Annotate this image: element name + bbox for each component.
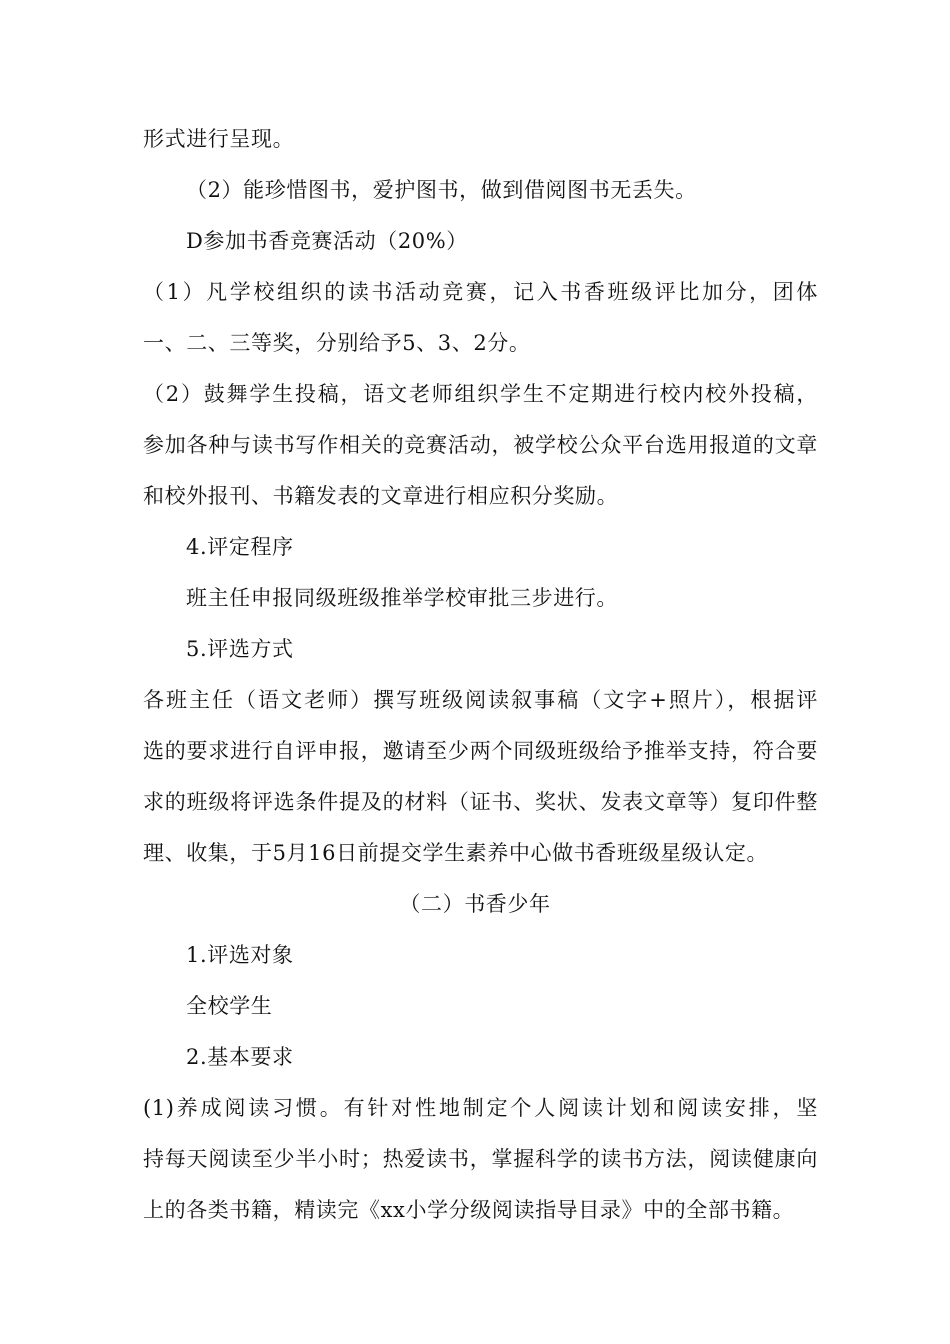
paragraph-line: 理、收集，于5月16日前提交学生素养中心做书香班级星级认定。 (143, 841, 769, 865)
paragraph-line: 选的要求进行自评申报，邀请至少两个同级班级给予推举支持，符合要 (143, 739, 818, 763)
section-title: （二）书香少年 (399, 892, 551, 916)
paragraph-line: 班主任申报同级班级推举学校审批三步进行。 (186, 586, 618, 610)
paragraph-line: （2）能珍惜图书，爱护图书，做到借阅图书无丢失。 (186, 178, 697, 202)
section-heading: 4.评定程序 (186, 535, 294, 559)
paragraph-line: （2）鼓舞学生投稿，语文老师组织学生不定期进行校内校外投稿， (143, 382, 818, 406)
section-heading: 2.基本要求 (186, 1045, 294, 1069)
section-heading: 1.评选对象 (186, 943, 294, 967)
paragraph-line: 形式进行呈现。 (143, 127, 295, 151)
paragraph-line: (1)养成阅读习惯。有针对性地制定个人阅读计划和阅读安排，坚 (143, 1096, 818, 1120)
paragraph-line: 各班主任（语文老师）撰写班级阅读叙事稿（文字+照片），根据评 (143, 688, 818, 712)
section-heading: 5.评选方式 (186, 637, 294, 661)
paragraph-line: 一、二、三等奖，分别给予5、3、2分。 (143, 331, 531, 355)
paragraph-line: 上的各类书籍，精读完《xx小学分级阅读指导目录》中的全部书籍。 (143, 1198, 795, 1222)
paragraph-line: 和校外报刊、书籍发表的文章进行相应积分奖励。 (143, 484, 619, 508)
paragraph-line: 全校学生 (186, 994, 273, 1018)
section-heading: D参加书香竞赛活动（20%） (186, 229, 468, 253)
paragraph-line: 求的班级将评选条件提及的材料（证书、奖状、发表文章等）复印件整 (143, 790, 818, 814)
paragraph-line: 参加各种与读书写作相关的竞赛活动，被学校公众平台选用报道的文章 (143, 433, 818, 457)
paragraph-line: （1）凡学校组织的读书活动竞赛，记入书香班级评比加分，团体 (143, 280, 818, 304)
paragraph-line: 持每天阅读至少半小时；热爱读书，掌握科学的读书方法，阅读健康向 (143, 1147, 818, 1171)
